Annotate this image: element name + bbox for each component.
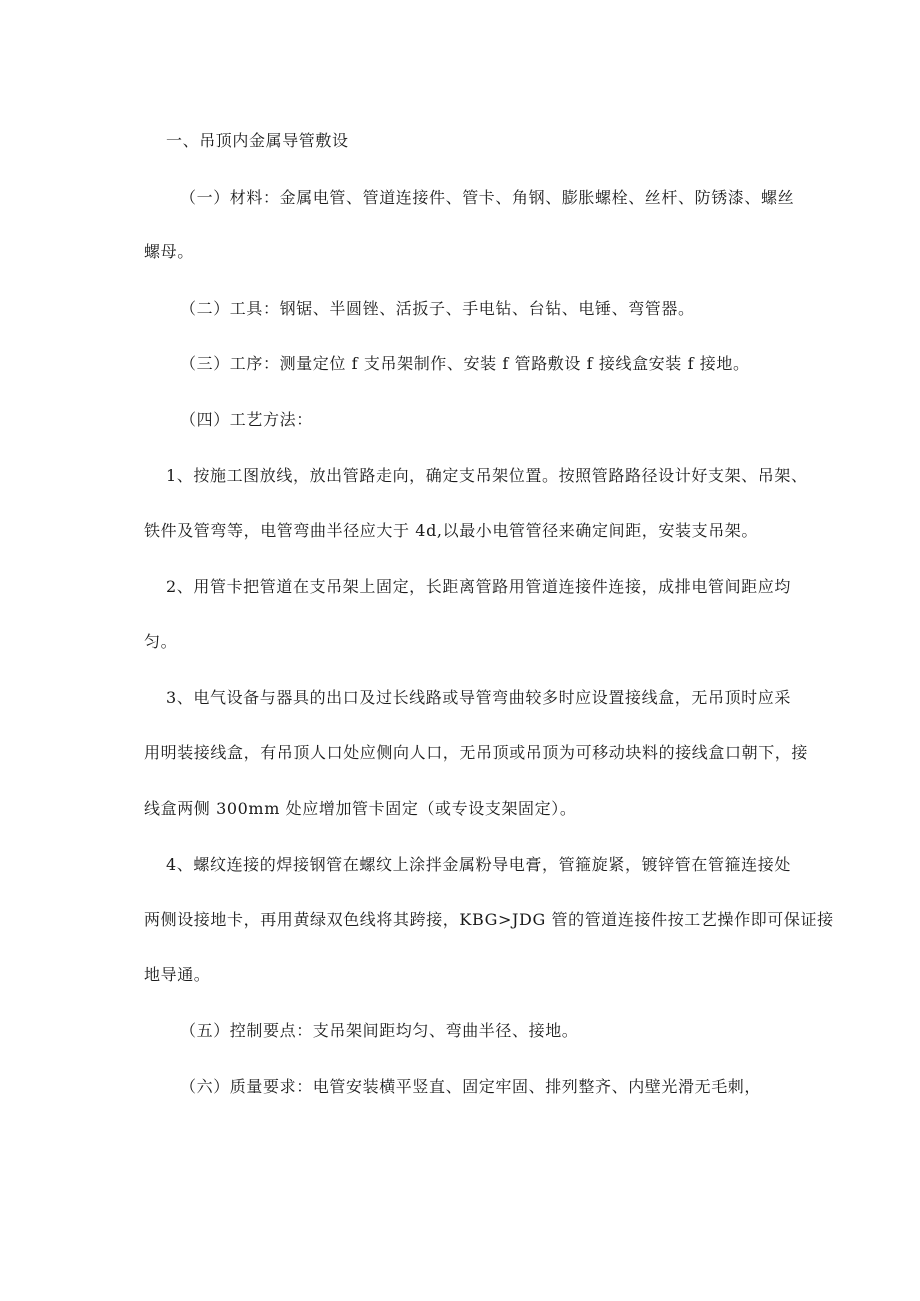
section-heading: 一、吊顶内金属导管敷设 — [166, 131, 349, 150]
step-3-line-2: 用明装接线盒，有吊顶人口处应侧向人口，无吊顶或吊顶为可移动块料的接线盒口朝下，接 — [144, 743, 809, 762]
step-2-line-1: 2、用管卡把管道在支吊架上固定，长距离管路用管道连接件连接，成排电管间距应均 — [166, 577, 791, 596]
step-4-line-2: 两侧设接地卡，再用黄绿双色线将其跨接，KBG>JDG 管的管道连接件按工艺操作即可保证接 — [144, 910, 834, 929]
materials-line-1: （一）材料：金属电管、管道连接件、管卡、角钢、膨胀螺栓、丝杆、防锈漆、螺丝 — [180, 188, 795, 207]
quality-line: （六）质量要求：电管安装横平竖直、固定牢固、排列整齐、内壁光滑无毛刺， — [180, 1077, 762, 1096]
process-line: （三）工序：测量定位 f 支吊架制作、安装 f 管路敷设 f 接线盒安装 f 接地。 — [180, 354, 750, 373]
step-4-line-3: 地导通。 — [144, 965, 211, 984]
materials-line-2: 螺母。 — [144, 242, 194, 261]
step-3-line-3: 线盒两侧 300mm 处应增加管卡固定（或专设支架固定）。 — [144, 799, 577, 818]
control-points-line: （五）控制要点：支吊架间距均匀、弯曲半径、接地。 — [180, 1021, 579, 1040]
step-1-line-2: 铁件及管弯等，电管弯曲半径应大于 4d,以最小电管管径来确定间距，安装支吊架。 — [144, 521, 758, 540]
step-2-line-2: 匀。 — [144, 632, 178, 651]
step-3-line-1: 3、电气设备与器具的出口及过长线路或导管弯曲较多时应设置接线盒，无吊顶时应采 — [166, 688, 791, 707]
step-1-line-1: 1、按施工图放线，放出管路走向，确定支吊架位置。按照管路路径设计好支架、吊架、 — [166, 466, 808, 485]
method-heading: （四）工艺方法： — [180, 410, 313, 429]
tools-line: （二）工具：钢锯、半圆锉、活扳子、手电钻、台钻、电锤、弯管器。 — [180, 299, 695, 318]
step-4-line-1: 4、螺纹连接的焊接钢管在螺纹上涂拌金属粉导电膏，管箍旋紧，镀锌管在管箍连接处 — [166, 855, 791, 874]
